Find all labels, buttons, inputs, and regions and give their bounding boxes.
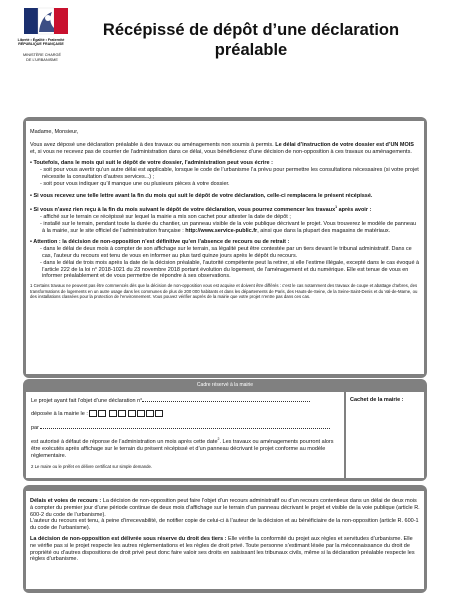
cachet-box[interactable]: [346, 392, 424, 478]
republic-motto: Liberté • Égalité • Fraternité RÉPUBLIQUE FRANÇAISE: [17, 38, 65, 47]
delais-paragraph-2: L’auteur du recours est tenu, à peine d’irrecevabilité, de notifier copie de celui-ci à l’auteur de la décision et au bénéficiaire de la non-opposition (article R. 600-1 du code de l’urbanisme).: [30, 518, 419, 532]
cachet-label: Cachet de la mairie :: [350, 397, 404, 403]
par-line: [31, 423, 339, 432]
date-box[interactable]: [89, 410, 97, 417]
depose-line: [31, 410, 339, 418]
mairie-form: [26, 392, 344, 478]
date-box[interactable]: [155, 410, 163, 417]
recevez-paragraph: • Si vous recevez une telle lettre avant la fin du mois qui suit le dépôt de votre déclaration, celle-ci remplacera le présent récépissé.: [30, 192, 373, 199]
recours-panel: [23, 485, 427, 593]
delais-text: La décision de non-opposition peut faire l’objet d’un recours administratif ou d’un recours contentieux dans un délai de deux mois à compter du premier jour d’une période continue de deux mois d’affichage sur le terrain d’un panneau décrivant le projet et visible de la voie publique (article R. 600-2 du code de l’urbanisme).: [30, 498, 420, 518]
footnote-2: 2 Le maire ou le préfet en délivre certificat sur simple demande.: [31, 463, 153, 469]
autorise-paragraph: [31, 436, 339, 459]
mairie-panel: [23, 379, 427, 481]
attention-title: • Attention : la décision de non-opposition n’est définitive qu’en l’absence de recours ou de retrait :: [30, 239, 290, 246]
greeting: Madame, Monsieur,: [30, 129, 79, 135]
droit-title: La décision de non-opposition est délivrée sous réserve du droit des tiers :: [30, 535, 229, 542]
footnote-ref-2: 2: [217, 437, 220, 442]
rien-item-1: - affiché sur le terrain ce récépissé sur lequel la mairie a mis son cachet pour attester la date de dépôt ;: [40, 214, 291, 220]
marianne-logo: [22, 6, 70, 36]
rien-title-end: après avoir :: [337, 207, 372, 214]
ministry-name: MINISTÈRE CHARGÉ DE L'URBANISME: [23, 53, 61, 62]
rien-item-2c: , ainsi que dans la plupart des magasins de matériaux.: [257, 227, 391, 234]
service-public-link[interactable]: http://www.service-public.fr: [185, 227, 258, 234]
page-title: [78, 20, 424, 60]
autorise-a: est autorisé à défaut de réponse de l’administration un mois après cette date: [31, 439, 218, 446]
recours-content: [26, 491, 424, 589]
applicant-field[interactable]: [40, 423, 330, 429]
footnote-1: 1 Certains travaux ne peuvent pas être commencés dès que la décision de non-opposition vous est acquise et doivent être différés : c’est le cas notamment des travaux de coupe et abattage d’arbres, des transformations de logements en un autre usage dans les communes de plus de 200 000 habitants et dans les départements de Paris, des Hauts-de-Seine, de la Seine-Saint-Denis et du Val-de-Marne, ou des installations classées pour la protection de l’environnement. Vous pouvez vérifier auprès de la mairie que votre projet n’entre pas dans ces cas.: [30, 283, 418, 299]
title-line-1: Récépissé de dépôt d’une déclaration: [102, 21, 400, 39]
rien-title: [30, 204, 420, 214]
attention-item-1: - dans le délai de deux mois à compter de son affichage sur le terrain, sa légalité peut être contestée par un tiers devant le tribunal administratif. Dans ce cas, l’auteur du recours est tenu de vous en informer au plus tard quinze jours après le dépôt du recours.: [40, 246, 412, 259]
date-box[interactable]: [118, 410, 126, 417]
toutefois-item-1: - soit pour vous avertir qu’un autre délai est applicable, lorsque le code de l’urbanisme l’a prévu pour permettre les consultations nécessaires (si votre projet nécessite la consultation d’autres services...) ;: [40, 167, 419, 180]
toutefois-item-2: - soit pour vous indiquer qu’il manque une ou plusieurs pièces à votre dossier.: [40, 180, 230, 187]
depose-label: déposée à la mairie le :: [31, 410, 88, 417]
intro-c: et, si vous ne recevez pas de courrier de l’administration dans ce délai, vous bénéficierez d’une décision de non-opposition à ces travaux ou aménagements.: [30, 148, 412, 155]
droit-paragraph: [30, 536, 420, 563]
declaration-number-field[interactable]: [142, 396, 310, 402]
date-box[interactable]: [128, 410, 136, 417]
autorise-b: . Les travaux ou aménagements pourront alors être exécutés après affichage sur le terrain du présent récépissé et d’un panneau décrivant le projet conforme au modèle réglementaire.: [31, 439, 334, 459]
date-box[interactable]: [146, 410, 154, 417]
intro-a: Vous avez déposé une déclaration préalable à des travaux ou aménagements non soumis à permis.: [30, 141, 276, 148]
delais-title: Délais et voies de recours :: [30, 498, 103, 504]
date-box[interactable]: [98, 410, 106, 417]
intro-paragraph: [30, 142, 420, 156]
date-box[interactable]: [137, 410, 145, 417]
projet-label: Le projet ayant fait l’objet d’une déclaration n°: [31, 398, 143, 404]
par-label: par: [31, 424, 39, 431]
intro-b: Le délai d’instruction de votre dossier est d’UN MOIS: [275, 141, 414, 148]
title-line-2: préalable: [214, 41, 288, 59]
mairie-panel-label: Cadre réservé à la mairie: [196, 382, 254, 388]
delais-paragraph: [30, 498, 420, 518]
toutefois-title: • Toutefois, dans le mois qui suit le dépôt de votre dossier, l’administration peut vous écrire :: [30, 160, 273, 167]
rien-item-2: [30, 221, 420, 235]
droit-text: Elle vérifie la conformité du projet aux règles et servitudes d’urbanisme. Elle ne vérifie pas si le projet respecte les autres réglementations et les règles de droit privé. Toute personne s’estimant lésée par la méconnaissance du droit de propriété ou d’autres dispositions de droit privé peut donc faire valoir ses droits en saisissant les tribunaux civils, même si la déclaration préalable respecte les règles d’urbanisme.: [30, 535, 415, 563]
rien-item-2a: - installé sur le terrain, pendant toute la durée du chantier, un panneau visible de la voie publique décrivant le projet. Vous trouverez le modèle de panneau à la mairie, sur le site officiel de l’administration française :: [40, 220, 417, 234]
date-box[interactable]: [109, 410, 117, 417]
attention-item-2: - dans le délai de trois mois après la date de la décision préalable, l’autorité compétente peut la retirer, si elle l’estime illégale, excepté dans le cas évoqué à l’article 222 de la loi n° 2018-1021 du 23 novembre 2018 portant évolution du logement, de l’aménagement et du numérique. Elle est tenue de vous en informer préalablement et de vous permettre de répondre à ses observations.: [40, 259, 420, 280]
notice-content: [26, 121, 424, 374]
notice-panel: [23, 117, 427, 378]
rien-title-text: • Si vous n’avez rien reçu à la fin du mois suivant le dépôt de votre déclaration, vous pourrez commencer les travaux: [30, 207, 336, 214]
projet-line: [31, 396, 339, 405]
footnote-ref-1: 1: [335, 205, 338, 210]
